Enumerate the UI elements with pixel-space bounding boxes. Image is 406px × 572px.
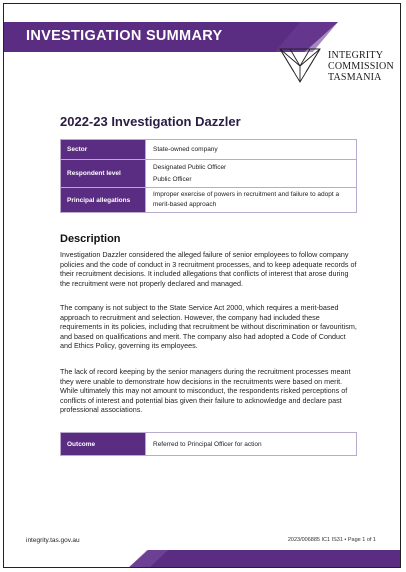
description-paragraph: The lack of record keeping by the senior managers during the recruitment processes meant they were unable to demonstrate how decisions in the recruitments were based on merit. While ultimately this may not amount to misconduct, the respondents risked perceptions of conflicts of interest and potential bias given their failure to acknowledge and declare past professional associations. [60, 367, 351, 415]
sector-value: State-owned company [146, 140, 357, 160]
document-page [3, 3, 401, 568]
table-row [61, 433, 357, 456]
footer-website: integrity.tas.gov.au [26, 537, 80, 544]
description-heading: Description [60, 233, 121, 245]
respondent-level-value [146, 160, 357, 188]
respondent-level-label: Respondent level [61, 160, 146, 188]
table-row [61, 188, 357, 213]
footer-reference: 2023/006885 IC1 IS31 • Page 1 of 1 [287, 537, 376, 543]
principal-allegations-label: Principal allegations [61, 188, 146, 213]
logo-wordmark: INTEGRITY COMMISSION TASMANIA [328, 50, 394, 83]
respondent-level-item: Public Officer [153, 175, 192, 183]
outcome-table [60, 432, 357, 456]
description-paragraph: The company is not subject to the State Service Act 2000, which requires a merit-based approach to recruitment and selection. However, the company had included these requirements in its policies, including that recruitment be without discrimination or favouritism, and based on qualifications and merit. The company also had adopted a Code of Conduct and Ethics Policy, governing its employees. [60, 303, 357, 351]
sector-label: Sector [61, 140, 146, 160]
integrity-commission-logo [278, 46, 394, 88]
outcome-value: Referred to Principal Officer for action [146, 433, 357, 456]
document-title: 2022-23 Investigation Dazzler [60, 114, 241, 129]
table-row [61, 140, 357, 160]
respondent-level-item: Designated Public Officer [153, 163, 227, 171]
footer-banner [126, 550, 401, 568]
integrity-commission-logo-icon [278, 46, 322, 84]
outcome-label: Outcome [61, 433, 146, 456]
principal-allegations-value: Improper exercise of powers in recruitment and failure to adopt a merit-based approach [146, 188, 357, 213]
metadata-table [60, 139, 357, 213]
table-row [61, 160, 357, 188]
description-paragraph: Investigation Dazzler considered the alleged failure of senior employees to follow company policies and the code of conduct in 3 recruitment processes, and to keep adequate records of their recruitment decisions. It included allegations that conflicts of interest that arose during the recruitment were not properly declared and managed. [60, 250, 357, 288]
banner-title: INVESTIGATION SUMMARY [26, 28, 223, 44]
